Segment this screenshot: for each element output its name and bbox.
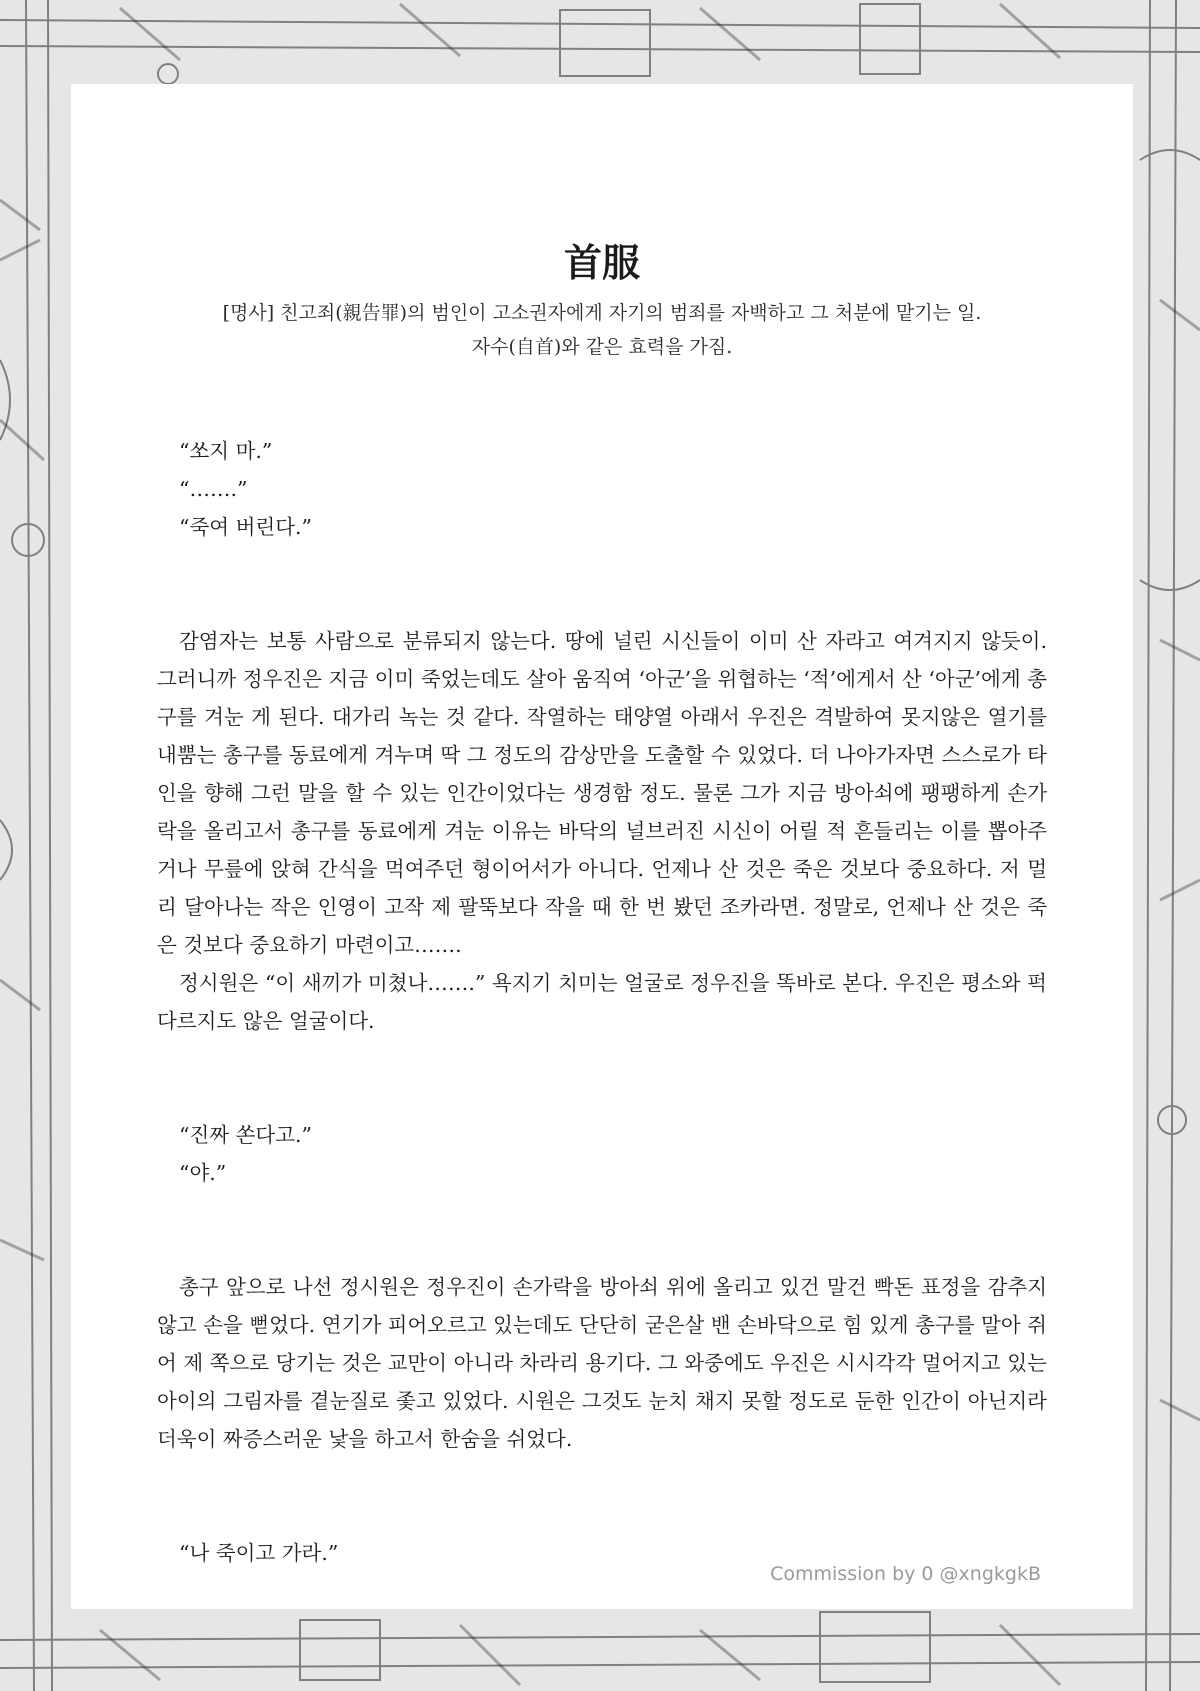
definition-line-2: 자수(自首)와 같은 효력을 가짐.: [471, 336, 733, 358]
paragraph: 감염자는 보통 사람으로 분류되지 않는다. 땅에 널린 시신들이 이미 산 자라고 여겨지지 않듯이. 그러니까 정우진은 지금 이미 죽었는데도 살아 움직여 ‘아군’을 위협하는 ‘적’에게서 산 ‘아군’에게 총구를 겨눈 게 된다. 대가리 녹는 것 같다. 작열하는 태양열 아래서 우진은 격발하여 못지않은 열기를 내뿜는 총구를 동료에게 겨누며 딱 그 정도의 감상만을 도출할 수 있었다. 더 나아가자면 스스로가 타인을 향해 그런 말을 할 수 있는 인간이었다는 생경함 정도. 물론 그가 지금 방아쇠에 팽팽하게 손가락을 올리고서 총구를 동료에게 겨눈 이유는 바닥의 널브러진 시신이 어릴 적 흔들리는 이를 뽑아주거나 무릎에 앉혀 간식을 먹여주던 형이어서가 아니다. 언제나 산 것은 죽은 것보다 중요하다. 저 멀리 달아나는 작은 인영이 고작 제 팔뚝보다 작을 때 한 번 봤던 조카라면. 정말로, 언제나 산 것은 죽은 것보다 중요하기 마련이고…….: [157, 629, 1047, 957]
dialogue-line: “…….”: [179, 477, 248, 501]
paragraph: 총구 앞으로 나선 정시원은 정우진이 손가락을 방아쇠 위에 올리고 있건 말건 빡돈 표정을 감추지 않고 손을 뻗었다. 연기가 피어오르고 있는데도 단단히 굳은살 밴 손바닥으로 힘 있게 총구를 말아 쥐어 제 쪽으로 당기는 것은 교만이 아니라 차라리 용기다. 그 와중에도 우진은 시시각각 멀어지고 있는 아이의 그림자를 곁눈질로 좇고 있었다. 시원은 그것도 눈치 채지 못할 정도로 둔한 인간이 아닌지라 더욱이 짜증스러운 낯을 하고서 한숨을 쉬었다.: [157, 1275, 1047, 1451]
commission-credit: Commission by 0 @xngkgkB: [770, 1563, 1041, 1585]
paragraph: 정시원은 “이 새끼가 미쳤나…….” 욕지기 치미는 얼굴로 정우진을 똑바로 본다. 우진은 평소와 퍽 다르지도 않은 얼굴이다.: [157, 971, 1047, 1033]
document-page: [71, 84, 1133, 1609]
dialogue-line: “쏘지 마.”: [179, 439, 273, 463]
dialogue-line: “야.”: [179, 1161, 227, 1185]
dialogue-line: “나 죽이고 가라.”: [179, 1541, 339, 1565]
page-title: 首服: [563, 240, 640, 285]
dialogue-line: “진짜 쏜다고.”: [179, 1123, 313, 1147]
dialogue-line: “죽여 버린다.”: [179, 515, 313, 539]
story-body: [157, 432, 1047, 1572]
definition-line-1: [명사] 친고죄(親告罪)의 범인이 고소권자에게 자기의 범죄를 자백하고 그 처분에 맡기는 일.: [222, 302, 982, 324]
dictionary-definition: [71, 296, 1133, 364]
